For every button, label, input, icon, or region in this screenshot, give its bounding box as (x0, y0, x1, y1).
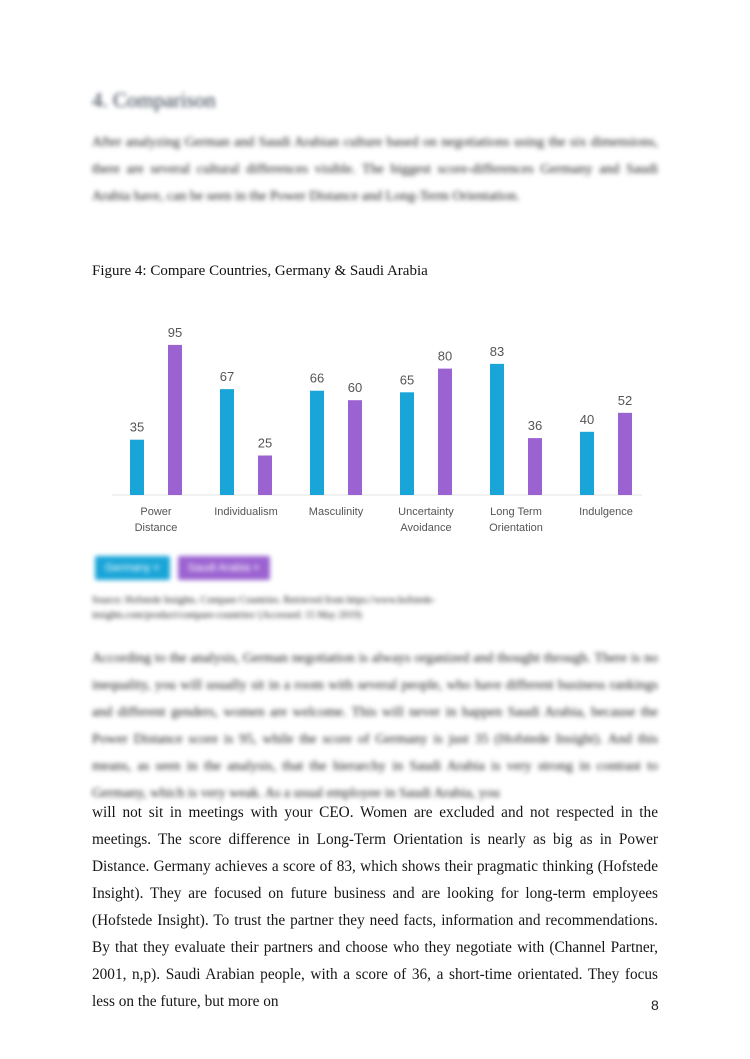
data-label: 66 (309, 370, 325, 386)
data-label: 95 (167, 324, 183, 340)
category-label: Long Term (490, 506, 542, 518)
figure-source: Source: Hofstede Insights. Compare Countries. Retrieved from https://www.hofstede-insights.com/product/compare-countries/ (Accessed: 15 May 2019) (92, 595, 436, 621)
data-label: 83 (489, 343, 505, 359)
chart-legend (95, 556, 270, 580)
category-label: Uncertainty (398, 506, 454, 518)
bar-saudi-arabia-4[interactable] (528, 438, 542, 495)
data-label: 52 (617, 392, 633, 408)
data-label: 65 (399, 372, 415, 388)
bar-germany-4[interactable] (490, 364, 504, 495)
bar-germany-5[interactable] (580, 432, 594, 495)
body-paragraph-blurred: According to the analysis, German negotiation is always organized and thought through. There is no inequality, you will usually sit in a room with several people, who have different business rankings and different genders, women are welcome. This will never in happen Saudi Arabia, because the Power Distance score is 95, while the score of Germany is just 35 (Hofstede Insight). And this means, as seen in the analysis, that the hierarchy in Saudi Arabia is very strong in contrast to Germany, which is very weak. As a usual employee in Saudi Arabia, you (92, 651, 658, 801)
data-label: 60 (347, 380, 363, 396)
bar-saudi-arabia-3[interactable] (438, 369, 452, 495)
figure-caption: Figure 4: Compare Countries, Germany & Saudi Arabia (92, 263, 428, 279)
bar-germany-1[interactable] (220, 389, 234, 495)
bar-germany-3[interactable] (400, 392, 414, 495)
data-label: 67 (219, 369, 235, 385)
bar-chart (92, 310, 652, 538)
data-label: 36 (527, 418, 543, 434)
data-label: 35 (129, 419, 145, 435)
bar-saudi-arabia-2[interactable] (348, 400, 362, 495)
category-label: Distance (134, 522, 178, 534)
intro-paragraph: After analyzing German and Saudi Arabian culture based on negotiations using the six dimensions, there are several cultural differences visible. The biggest score-differences Germany and Saudi Arabia have, can be seen in the Power Distance and Long-Term Orientation. (92, 135, 658, 204)
bar-saudi-arabia-0[interactable] (168, 345, 182, 495)
section-heading: 4. Comparison (92, 88, 216, 112)
body-paragraph: will not sit in meetings with your CEO. Women are excluded and not respected in the meetings. The score difference in Long-Term Orientation is nearly as big as in Power Distance. Germany achieves a score of 83, which shows their pragmatic thinking (Hofstede Insight). They are focused on future business and are looking for long-term employees (Hofstede Insight). To trust the partner they need facts, information and recommendations. By that they evaluate their partners and choose who they negotiate with (Channel Partner, 2001, n,p). Saudi Arabian people, with a score of 36, a short-time orientated. They focus less on the future, but more on (92, 804, 658, 1010)
category-label: Orientation (489, 522, 543, 534)
category-label: Masculinity (308, 506, 364, 518)
category-label: Individualism (214, 506, 278, 518)
category-label: Avoidance (400, 522, 452, 534)
bar-germany-0[interactable] (130, 440, 144, 495)
bar-saudi-arabia-1[interactable] (258, 456, 272, 496)
legend-germany-button[interactable]: Germany × (95, 556, 170, 580)
category-label: Indulgence (579, 506, 633, 518)
category-label: Power (140, 506, 172, 518)
data-label: 25 (257, 435, 273, 451)
data-label: 80 (437, 348, 453, 364)
bar-saudi-arabia-5[interactable] (618, 413, 632, 495)
data-label: 40 (579, 411, 595, 427)
bar-germany-2[interactable] (310, 391, 324, 495)
legend-saudi-arabia-button[interactable]: Saudi Arabia × (178, 556, 270, 580)
page-number: 8 (651, 997, 659, 1013)
